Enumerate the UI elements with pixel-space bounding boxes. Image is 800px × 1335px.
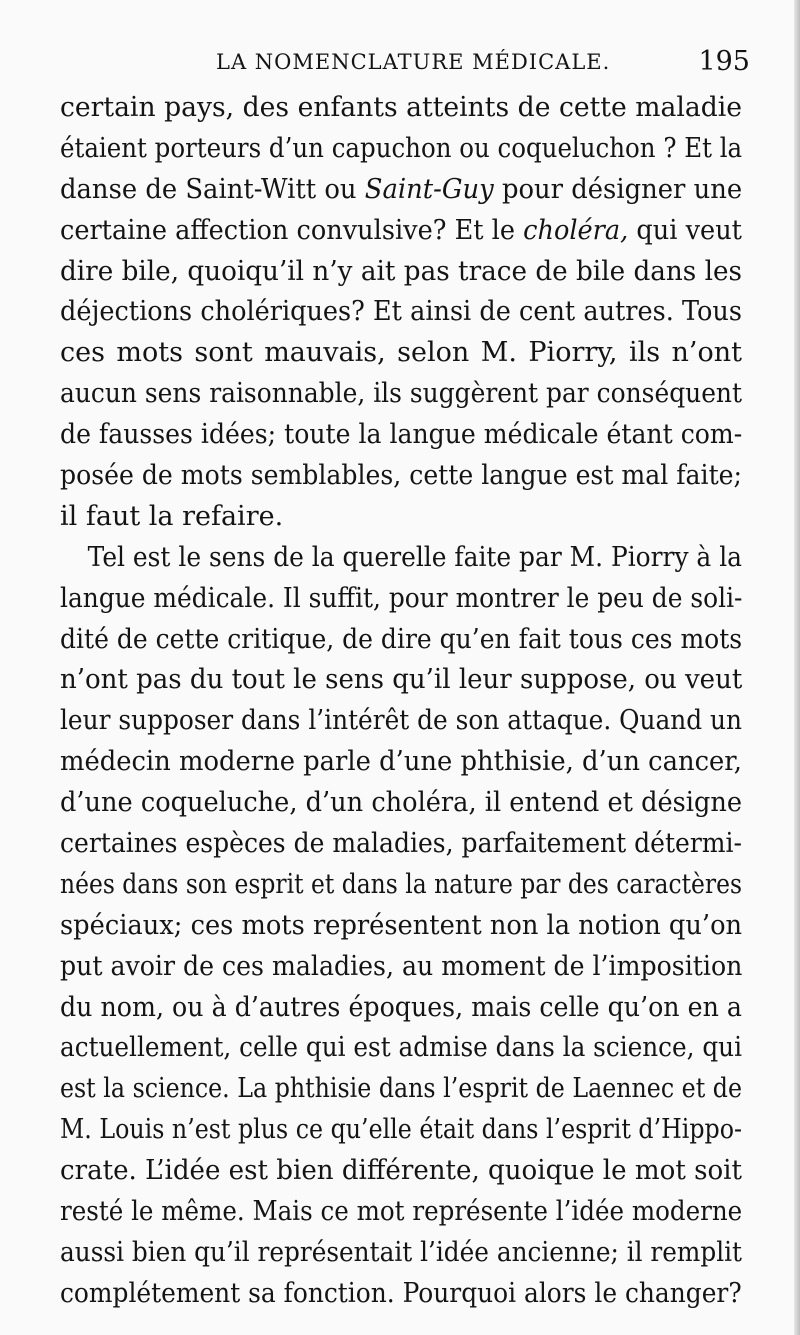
text-line: d’une coqueluche, d’un choléra, il entend et désigne bbox=[60, 787, 742, 819]
text-line: certaines espèces de maladies, parfaitement détermi- bbox=[60, 828, 742, 860]
text-line: dire bile, quoiqu’il n’y ait pas trace de bile dans les bbox=[60, 255, 742, 287]
text-line: leur supposer dans l’intérêt de son attaque. Quand un bbox=[60, 705, 742, 737]
text-line: déjections cholériques? Et ainsi de cent autres. Tous bbox=[60, 296, 742, 328]
text-line: est la science. La phthisie dans l’esprit de Laennec et de bbox=[60, 1073, 742, 1105]
text-line: Tel est le sens de la querelle faite par M. Piorry à la bbox=[87, 541, 742, 573]
text-line: étaient porteurs d’un capuchon ou coqueluchon ? Et la bbox=[60, 132, 742, 164]
text-line: aucun sens raisonnable, ils suggèrent par conséquent bbox=[60, 378, 742, 410]
text-line: crate. L’idée est bien différente, quoique le mot soit bbox=[60, 1155, 742, 1187]
text-line: de fausses idées; toute la langue médicale étant com- bbox=[60, 419, 742, 451]
text-line: ces mots sont mauvais, selon M. Piorry, ils n’ont bbox=[60, 337, 742, 369]
text-line: actuellement, celle qui est admise dans la science, qui bbox=[60, 1032, 742, 1064]
text-line: nées dans son esprit et dans la nature par des caractères bbox=[60, 868, 742, 900]
text-line: resté le même. Mais ce mot représente l’idée moderne bbox=[60, 1196, 742, 1228]
text-line: posée de mots semblables, cette langue est mal faite; bbox=[60, 460, 742, 492]
page-number: 195 bbox=[698, 46, 750, 77]
page-edge-shadow bbox=[794, 0, 800, 1335]
body-text bbox=[60, 88, 742, 1315]
text-line: langue médicale. Il suffit, pour montrer le peu de soli- bbox=[60, 582, 742, 614]
text-line: certain pays, des enfants atteints de cette maladie bbox=[60, 92, 742, 123]
page-header bbox=[60, 46, 750, 82]
text-line: n’ont pas du tout le sens qu’il leur suppose, ou veut bbox=[60, 664, 742, 696]
text-line: il faut la refaire. bbox=[60, 500, 284, 532]
running-title: LA NOMENCLATURE MÉDICALE. bbox=[216, 50, 611, 74]
text-line: spéciaux; ces mots représentent non la notion qu’on bbox=[60, 909, 742, 941]
text-line: M. Louis n’est plus ce qu’elle était dans l’esprit d’Hippo- bbox=[60, 1114, 742, 1146]
text-line: dité de cette critique, de dire qu’en fait tous ces mots bbox=[60, 623, 742, 655]
text-line: du nom, ou à d’autres époques, mais celle qu’on en a bbox=[60, 991, 742, 1023]
text-line: certaine affection convulsive? Et le choléra, qui veut bbox=[60, 214, 742, 246]
text-line: put avoir de ces maladies, au moment de l’imposition bbox=[60, 950, 742, 982]
text-line: complétement sa fonction. Pourquoi alors le changer? bbox=[60, 1277, 742, 1309]
text-line: danse de Saint-Witt ou Saint-Guy pour désigner une bbox=[60, 173, 742, 205]
text-line: médecin moderne parle d’une phthisie, d’un cancer, bbox=[60, 746, 742, 778]
text-line: aussi bien qu’il représentait l’idée ancienne; il remplit bbox=[60, 1236, 742, 1268]
